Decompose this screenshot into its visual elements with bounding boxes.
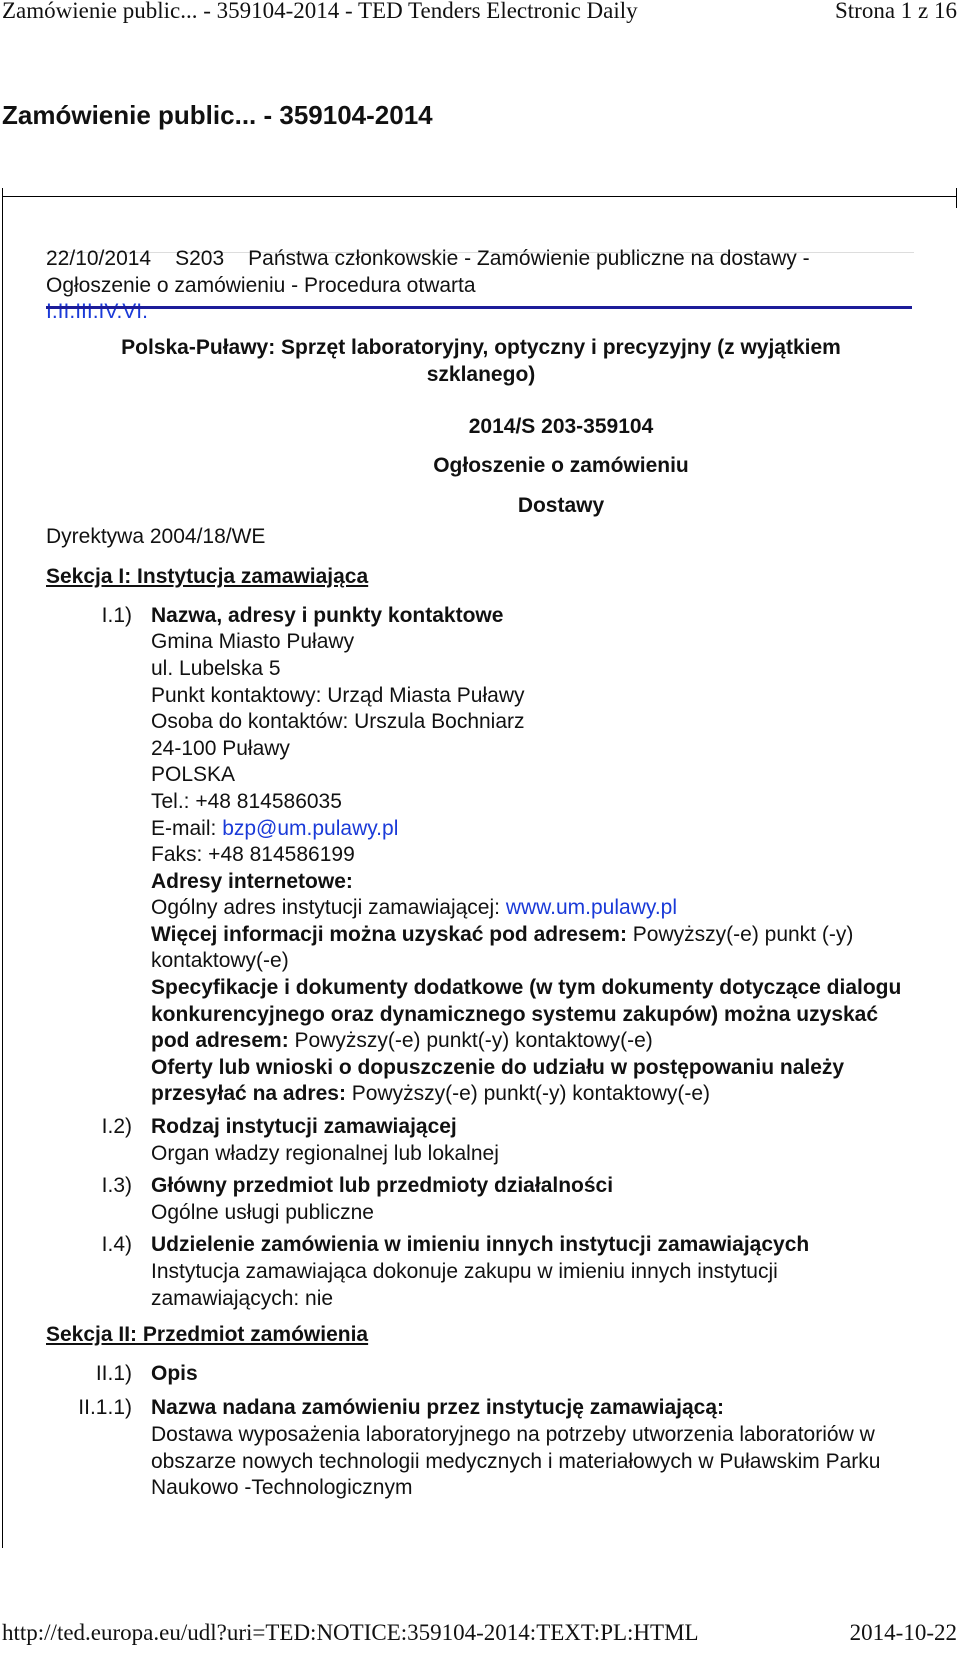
item-I-2 xyxy=(46,1114,916,1167)
item-title: Opis xyxy=(151,1361,198,1385)
frame-right-border xyxy=(956,188,957,208)
item-I-3 xyxy=(46,1173,916,1226)
item-number: I.2) xyxy=(101,1115,132,1139)
item-number: I.1) xyxy=(101,603,132,627)
item-value: Dostawa wyposażenia laboratoryjnego na potrzeby utworzenia laboratoriów w obszarze nowych technologii medycznych i materiałowych w Puławskim Parku Naukowo -Technologicznym xyxy=(151,1422,881,1500)
address-line: Osoba do kontaktów: Urszula Bochniarz xyxy=(151,710,525,734)
notice-title xyxy=(46,334,916,388)
general-address-link[interactable]: www.um.pulawy.pl xyxy=(505,896,677,920)
item-number: II.1) xyxy=(95,1361,132,1385)
section-1-heading: Sekcja I: Instytucja zamawiająca xyxy=(46,565,369,589)
page-title: Zamówienie public... - 359104-2014 xyxy=(2,100,433,130)
print-footer-url: http://ted.europa.eu/udl?uri=TED:NOTICE:359104-2014:TEXT:PL:HTML xyxy=(2,1620,699,1645)
publication-desc: Państwa członkowskie - Zamówienie publiczne na dostawy - xyxy=(248,247,810,270)
item-number: I.4) xyxy=(101,1233,132,1257)
item-value: Ogólne usługi publiczne xyxy=(151,1200,374,1224)
print-footer-date: 2014-10-22 xyxy=(849,1620,957,1645)
item-II-1 xyxy=(46,1361,916,1388)
item-I-1 xyxy=(46,603,916,1108)
item-title: Nazwa, adresy i punkty kontaktowe xyxy=(151,603,504,627)
print-header-page: Strona 1 z 16 xyxy=(834,0,957,23)
print-header xyxy=(0,0,960,30)
publication-date: 22/10/2014 xyxy=(46,247,152,270)
offers-value: Powyższy(-e) punkt(-y) kontaktowy(-e) xyxy=(345,1082,711,1106)
more-info-line xyxy=(151,922,916,975)
address-line: POLSKA xyxy=(151,763,236,787)
item-number: II.1.1) xyxy=(78,1396,132,1420)
email-link[interactable]: bzp@um.pulawy.pl xyxy=(222,816,399,840)
nav-link-section-3[interactable]: III. xyxy=(75,300,99,324)
item-title: Rodzaj instytucji zamawiającej xyxy=(151,1115,457,1139)
item-title: Nazwa nadana zamówieniu przez instytucję zamawiającą: xyxy=(151,1396,725,1420)
address-line: ul. Lubelska 5 xyxy=(151,656,281,680)
spec-label: Specyfikacje i dokumenty dodatkowe (w tym dokumenty dotyczące dialogu konkurencyjnego oraz dynamicznego systemu zakupów) można uzyskać pod adresem: xyxy=(151,976,902,1053)
item-value: Instytucja zamawiająca dokonuje zakupu w imieniu innych instytucji zamawiających: nie xyxy=(151,1260,778,1310)
address-line: Tel.: +48 814586035 xyxy=(151,789,342,813)
notice-title-line2: szklanego) xyxy=(426,362,536,386)
section-2-heading: Sekcja II: Przedmiot zamówienia xyxy=(46,1323,369,1347)
address-line: 24-100 Puławy xyxy=(151,736,290,760)
notice-scope: Dostawy xyxy=(517,493,605,517)
nav-link-section-2[interactable]: II. xyxy=(57,300,76,324)
nav-link-section-4[interactable]: IV. xyxy=(98,300,123,324)
publication-line xyxy=(46,246,916,273)
notice-kind: Ogłoszenie o zamówieniu xyxy=(433,454,689,478)
notice-directive: Dyrektywa 2004/18/WE xyxy=(46,524,266,548)
section-nav xyxy=(46,299,916,326)
item-I-4 xyxy=(46,1232,916,1312)
offers-line xyxy=(151,1055,916,1108)
notice-reference: 2014/S 203-359104 xyxy=(468,414,654,438)
spec-line xyxy=(151,975,916,1055)
more-info-label: Więcej informacji można uzyskać pod adresem: xyxy=(151,922,627,946)
offers-label: Oferty lub wnioski o dopuszczenie do udziału w postępowaniu należy przesyłać na adres: xyxy=(151,1055,845,1106)
nav-link-section-1[interactable]: I. xyxy=(46,300,58,324)
item-title: Udzielenie zamówienia w imieniu innych instytucji zamawiających xyxy=(151,1233,810,1257)
nav-link-section-6[interactable]: VI. xyxy=(122,300,148,324)
internet-heading: Adresy internetowe: xyxy=(151,869,353,893)
item-value: Organ władzy regionalnej lub lokalnej xyxy=(151,1141,499,1165)
frame-left-border xyxy=(2,188,3,1548)
print-header-title: Zamówienie public... - 359104-2014 - TED Tenders Electronic Daily xyxy=(2,0,638,23)
general-address-line xyxy=(151,895,916,922)
publication-desc-line2: Ogłoszenie o zamówieniu - Procedura otwarta xyxy=(46,273,476,297)
publication-series: S203 xyxy=(175,247,225,270)
more-info-value: Powyższy(-e) punkt (-y) kontaktowy(-e) xyxy=(151,922,854,973)
item-number: I.3) xyxy=(101,1174,132,1198)
email-line xyxy=(151,816,916,843)
email-label: E-mail: xyxy=(151,816,223,840)
frame-top-border xyxy=(2,196,956,197)
notice-title-line1: Polska-Puławy: Sprzęt laboratoryjny, optyczny i precyzyjny (z wyjątkiem xyxy=(121,335,841,359)
general-address-label: Ogólny adres instytucji zamawiającej: xyxy=(151,896,506,920)
address-line: Gmina Miasto Puławy xyxy=(151,630,355,654)
address-line: Punkt kontaktowy: Urząd Miasta Puławy xyxy=(151,683,525,707)
spec-value: Powyższy(-e) punkt(-y) kontaktowy(-e) xyxy=(288,1029,653,1053)
notice-content xyxy=(46,246,916,1502)
item-title: Główny przedmiot lub przedmioty działalności xyxy=(151,1174,614,1198)
item-II-1-1 xyxy=(46,1395,916,1501)
blue-divider xyxy=(46,306,912,309)
fax-line: Faks: +48 814586199 xyxy=(151,843,355,867)
